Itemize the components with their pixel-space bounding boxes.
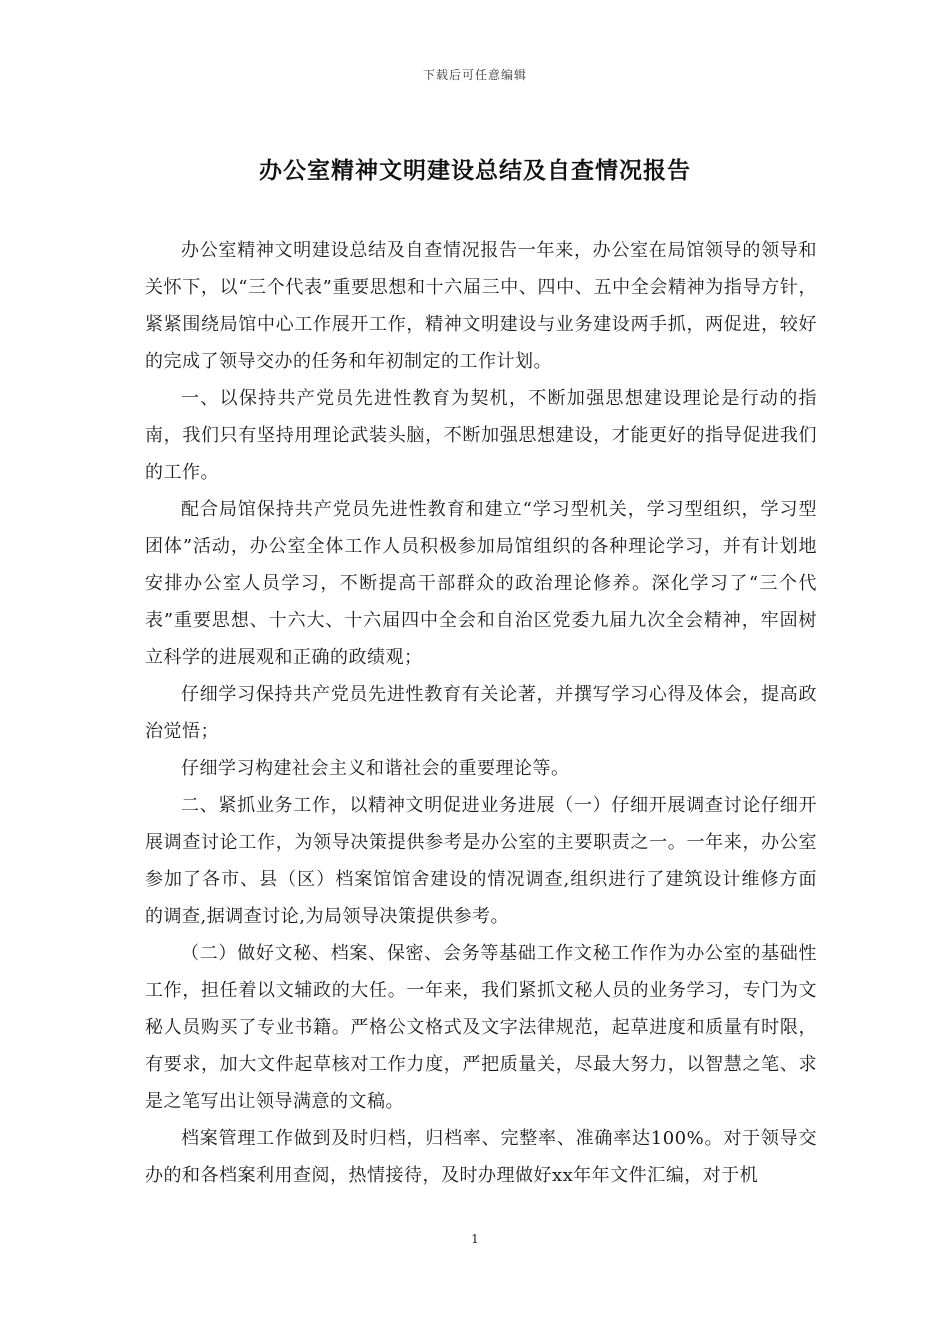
- paragraph: 仔细学习构建社会主义和谐社会的重要理论等。: [181, 758, 570, 779]
- header-note: 下载后可任意编辑: [422, 68, 527, 82]
- document-title: 办公室精神文明建设总结及自查情况报告: [259, 158, 691, 184]
- paragraph: 配合局馆保持共产党员先进性教育和建立“学习型机关，学习型组织，学习型团体”活动，办公室全体工作人员积极参加局馆组织的各种理论学习，并有计划地安排办公室人员学习，不断提高干部群众的政治理论修养。深化学习了“三个代表”重要思想、十六大、十六届四中全会和自治区党委九届九次全会精神，牢固树立科学的进展观和正确的政绩观；: [145, 499, 817, 668]
- paragraph: 仔细学习保持共产党员先进性教育有关论著，并撰写学习心得及体会，提高政治觉悟；: [145, 684, 817, 742]
- document-body: [145, 232, 817, 1194]
- paragraph: （二）做好文秘、档案、保密、会务等基础工作文秘工作作为办公室的基础性工作，担任着以文辅政的大任。一年来，我们紧抓文秘人员的业务学习，专门为文秘人员购买了专业书籍。严格公文格式及文字法律规范，起草进度和质量有时限，有要求，加大文件起草核对工作力度，严把质量关，尽最大努力，以智慧之笔、求是之笔写出让领导满意的文稿。: [145, 943, 817, 1112]
- paragraph: 二、紧抓业务工作，以精神文明促进业务进展（一）仔细开展调查讨论仔细开展调查讨论工作，为领导决策提供参考是办公室的主要职责之一。一年来，办公室参加了各市、县（区）档案馆馆舍建设的情况调查,组织进行了建筑设计维修方面的调查,据调查讨论,为局领导决策提供参考。: [145, 795, 817, 927]
- page-number: 1: [471, 1232, 479, 1246]
- paragraph: 一、以保持共产党员先进性教育为契机，不断加强思想建设理论是行动的指南，我们只有坚持用理论武装头脑，不断加强思想建设，才能更好的指导促进我们的工作。: [145, 388, 817, 483]
- paragraph: 办公室精神文明建设总结及自查情况报告一年来，办公室在局馆领导的领导和关怀下，以“三个代表”重要思想和十六届三中、四中、五中全会精神为指导方针，紧紧围绕局馆中心工作展开工作，精神文明建设与业务建设两手抓，两促进，较好的完成了领导交办的任务和年初制定的工作计划。: [145, 240, 817, 372]
- paragraph: 档案管理工作做到及时归档，归档率、完整率、准确率达100%。对于领导交办的和各档案利用查阅，热情接待，及时办理做好xx年年文件汇编，对于机: [145, 1128, 817, 1186]
